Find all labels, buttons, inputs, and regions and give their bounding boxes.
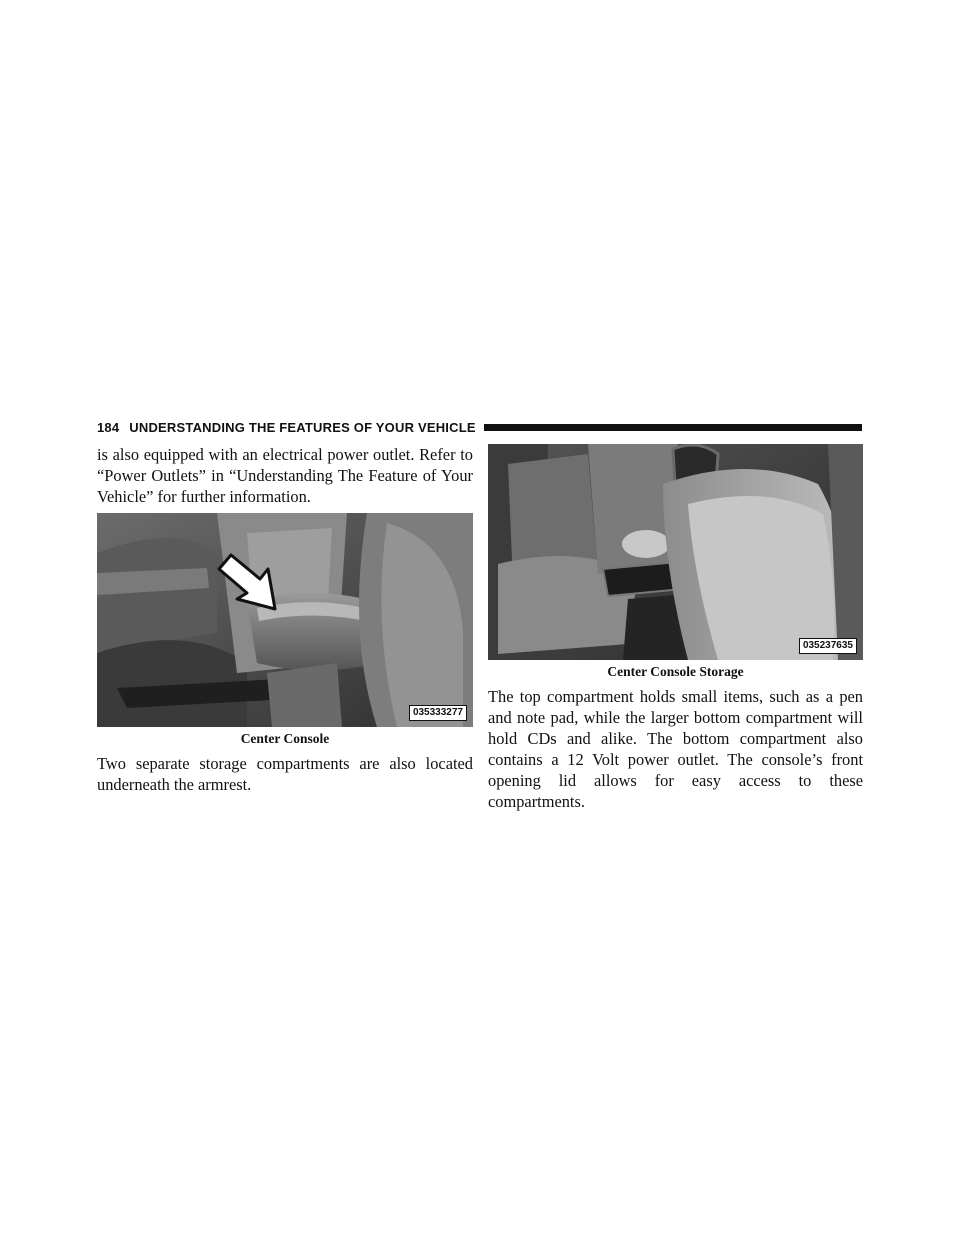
- center-console-storage-illustration: [488, 444, 863, 660]
- center-console-photo: [97, 513, 473, 727]
- figure-caption: Center Console: [240, 731, 330, 746]
- center-console-storage-photo: [488, 444, 863, 660]
- body-paragraph: The top compartment holds small items, such as a pen and note pad, while the larger bottom compartment will hold CDs and alike. The bottom compartment also contains a 12 Volt power outlet. The console’s front opening lid allows for easy access to these compartments.: [488, 687, 863, 811]
- right-column: [488, 444, 863, 812]
- figure-id: 035237635: [799, 638, 857, 654]
- page-header: [97, 418, 862, 436]
- body-paragraph: Two separate storage compartments are also located underneath the armrest.: [97, 754, 473, 794]
- left-column: [97, 444, 473, 795]
- figure-id: 035333277: [409, 705, 467, 721]
- body-paragraph: is also equipped with an electrical power outlet. Refer to “Power Outlets” in “Understanding The Feature of Your Vehicle” for further information.: [97, 445, 473, 506]
- center-console-illustration: [97, 513, 473, 727]
- section-title: UNDERSTANDING THE FEATURES OF YOUR VEHICLE: [129, 419, 476, 435]
- figure-caption: Center Console Storage: [607, 664, 744, 679]
- page-number: 184: [97, 419, 120, 435]
- header-rule: [484, 424, 862, 431]
